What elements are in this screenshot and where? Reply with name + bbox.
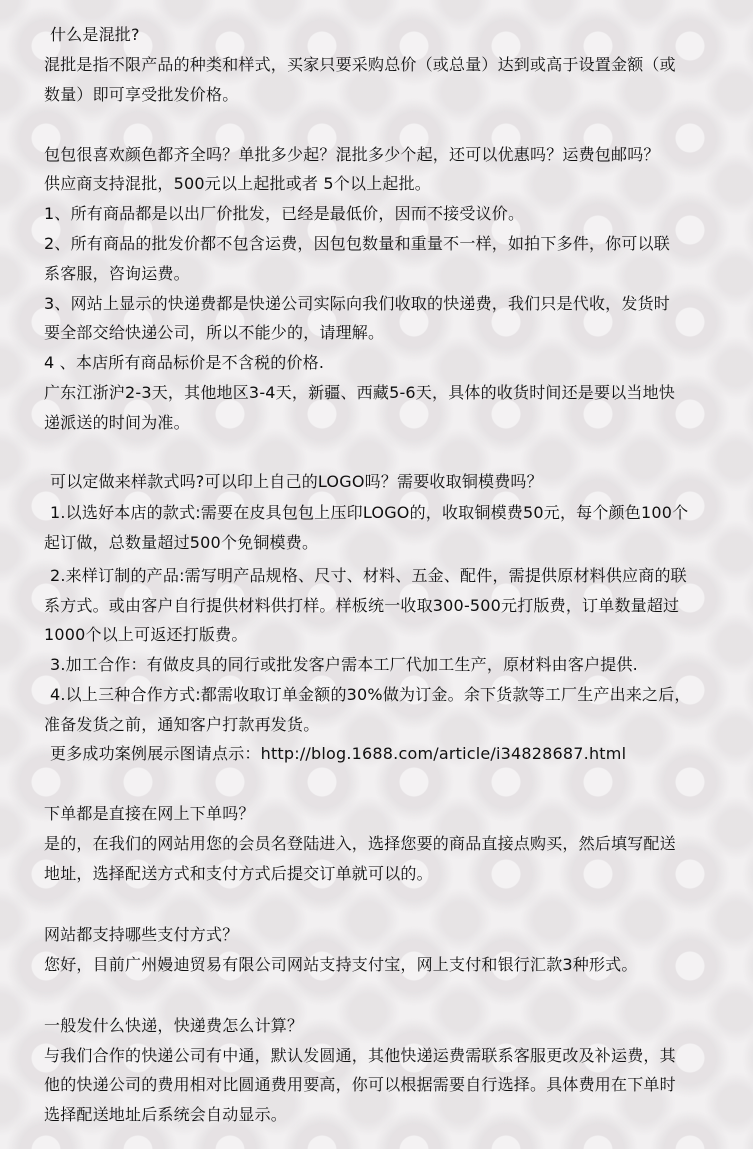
faq-answer-line: 1000个以上可返还打版费。 [44, 625, 248, 644]
faq-answer-line: 是的，在我们的网站用您的会员名登陆进入，选择您要的商品直接点购买，然后填写配送 [44, 834, 676, 853]
faq-answer-line: 4.以上三种合作方式:都需收取订单金额的30%做为订金。余下货款等工厂生产出来之后， [50, 685, 691, 704]
faq-question-custom-logo: 可以定做来样款式吗?可以印上自己的LOGO吗？需要收取铜模费吗？ [50, 472, 543, 491]
faq-answer-line: 系客服，咨询运费。 [44, 264, 190, 283]
faq-answer-line: 3、网站上显示的快递费都是快递公司实际向我们收取的快递费，我们只是代收，发货时 [44, 294, 670, 313]
faq-answer-line: 混批是指不限产品的种类和样式，买家只要采购总价（或总量）达到或高于设置金额（或 [44, 55, 676, 74]
faq-question-payment: 网站都支持哪些支付方式？ [44, 925, 239, 944]
faq-answer-line: 起订做，总数量超过500个免铜模费。 [44, 533, 319, 552]
faq-answer-line: 1、所有商品都是以出厂价批发，已经是最低价，因而不接受议价。 [44, 204, 525, 223]
faq-answer-line: 4 、本店所有商品标价是不含税的价格. [44, 353, 325, 372]
faq-answer-line: 选择配送地址后系统会自动显示。 [44, 1105, 288, 1124]
faq-answer-line: 2.来样订制的产品:需写明产品规格、尺寸、材料、五金、配件，需提供原材料供应商的联 [50, 566, 687, 585]
faq-case-link-line: 更多成功案例展示图请点示：http://blog.1688.com/article/i34828687.html [50, 744, 627, 763]
faq-answer-line: 1.以选好本店的款式:需要在皮具包包上压印LOGO的，收取铜模费50元，每个颜色100个 [50, 503, 689, 522]
faq-answer-line: 与我们合作的快递公司有中通，默认发圆通，其他快递运费需联系客服更改及补运费，其 [44, 1046, 676, 1065]
faq-question-shipping: 一般发什么快递，快递费怎么计算？ [44, 1016, 304, 1035]
faq-answer-line: 广东江浙沪2-3天，其他地区3-4天，新疆、西藏5-6天，具体的收货时间还是要以当地快 [44, 383, 675, 402]
faq-answer-line: 数量）即可享受批发价格。 [44, 85, 239, 104]
faq-answer-line: 系方式。或由客户自行提供材料供打样。样板统一收取300-500元打版费，订单数量超过 [44, 596, 680, 615]
faq-answer-line: 准备发货之前，通知客户打款再发货。 [44, 715, 320, 734]
faq-answer-line: 地址，选择配送方式和支付方式后提交订单就可以的。 [44, 864, 433, 883]
faq-answer-line: 2、所有商品的批发价都不包含运费，因包包数量和重量不一样，如拍下多件，你可以联 [44, 234, 670, 253]
faq-question-online-order: 下单都是直接在网上下单吗？ [44, 804, 255, 823]
faq-answer-line: 3.加工合作：有做皮具的同行或批发客户需本工厂代加工生产，原材料由客户提供. [50, 655, 638, 674]
faq-answer-line: 您好，目前广州嫚迪贸易有限公司网站支持支付宝，网上支付和银行汇款3种形式。 [44, 955, 638, 974]
faq-answer-line: 递派送的时间为准。 [44, 413, 190, 432]
faq-answer-line: 要全部交给快递公司，所以不能少的，请理解。 [44, 323, 385, 342]
faq-answer-line: 他的快递公司的费用相对比圆通费用要高，你可以根据需要自行选择。具体费用在下单时 [44, 1075, 676, 1094]
faq-question-colors-minimum: 包包很喜欢颜色都齐全吗？单批多少起？混批多少个起，还可以优惠吗？运费包邮吗？ [44, 145, 660, 164]
faq-question-mixed-batch: 什么是混批? [50, 25, 140, 44]
faq-answer-line: 供应商支持混批，500元以上起批或者 5个以上起批。 [44, 174, 432, 193]
